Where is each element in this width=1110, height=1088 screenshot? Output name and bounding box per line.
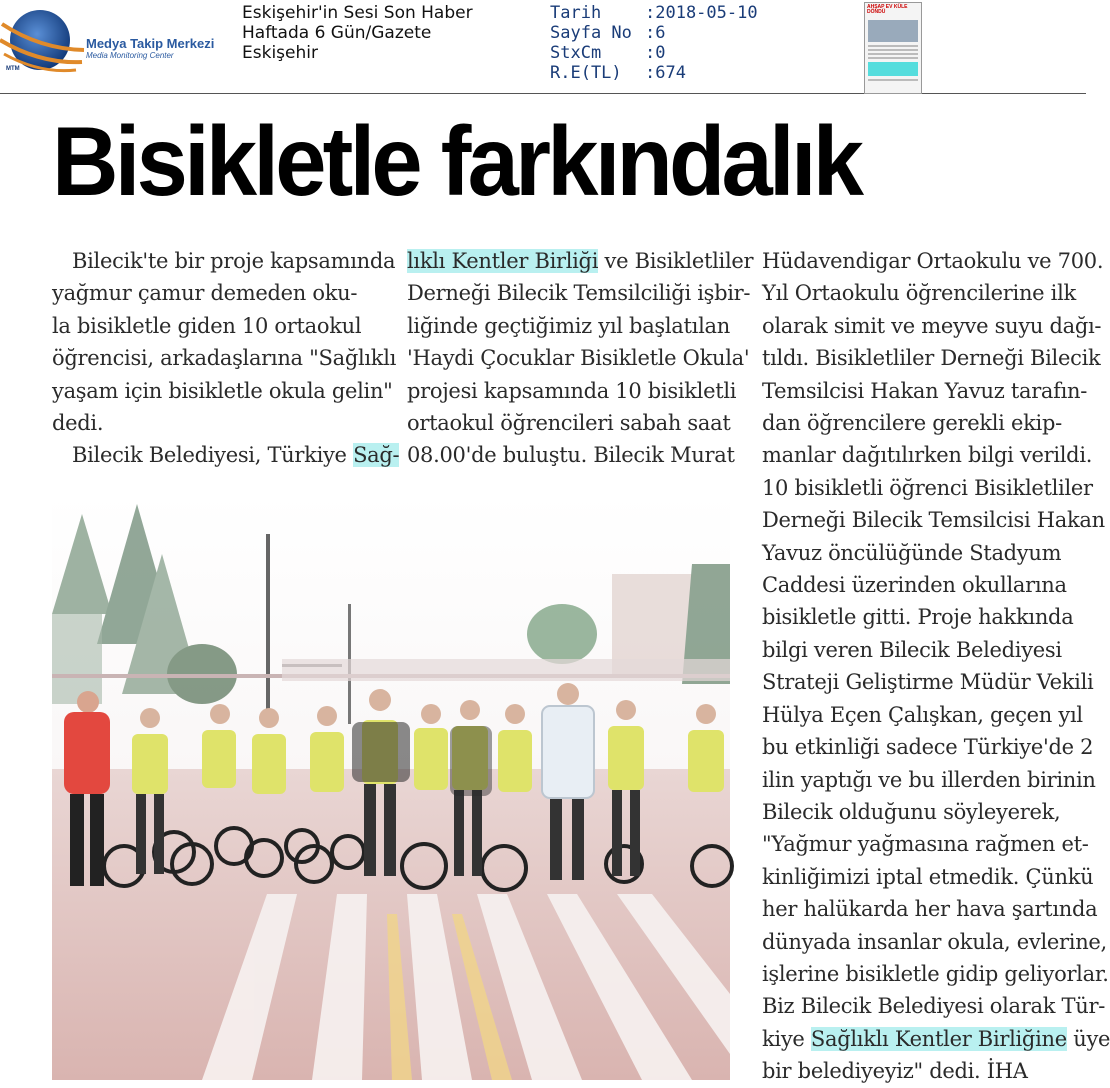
meta-value: :674 [645, 63, 686, 83]
cyclists-photo-illustration [52, 494, 730, 1080]
text-line: dünyada insanlar okula, evlerine, [762, 929, 1107, 954]
page-thumbnail[interactable] [864, 2, 922, 94]
text-line: bir belediyeyiz" dedi. İHA [762, 1059, 1028, 1084]
text-line: tıldı. Bisikletliler Derneği Bilecik [762, 346, 1101, 371]
text-line [762, 1023, 1110, 1055]
meta-key: StxCm [550, 43, 602, 63]
mtm-logo [0, 4, 240, 80]
text-line: manlar dağıtılırken bilgi verildi. [762, 443, 1093, 468]
thumbnail-line [868, 79, 918, 81]
text-line [407, 245, 754, 277]
meta-row-date [550, 3, 758, 23]
highlighted-term: lıklı Kentler Birliği [407, 249, 599, 273]
text-segment: üye [1066, 1026, 1110, 1051]
text-line: bisikletle gitti. Proje hakkında [762, 605, 1074, 630]
text-line: Temsilcisi Hakan Yavuz tarafın- [762, 378, 1088, 403]
text-line: Derneği Bilecik Temsilciliği işbir- [407, 281, 751, 306]
meta-value: :6 [645, 23, 666, 43]
logo-subtitle: Media Monitoring Center [86, 51, 174, 60]
thumbnail-highlight [868, 62, 918, 76]
text-line: 08.00'de buluştu. Bilecik Murat [407, 443, 735, 468]
text-line: 'Haydi Çocuklar Bisikletle Okula' [407, 346, 750, 371]
article-column-3 [762, 245, 1110, 1088]
text-line: la bisikletle giden 10 ortaokul [52, 313, 362, 338]
text-line [52, 439, 400, 471]
text-line: Hülya Eçen Çalışkan, geçen yıl [762, 702, 1083, 727]
article-headline: Bisikletle farkındalık [52, 106, 861, 216]
text-line: yaşam için bisikletle okula gelin" [52, 378, 393, 403]
text-line: Hüdavendigar Ortaokulu ve 700. [762, 249, 1104, 273]
text-line: Bilecik olduğunu söyleyerek, [762, 799, 1061, 824]
meta-row-page [550, 23, 758, 43]
thumbnail-line [868, 53, 918, 55]
meta-value: :2018-05-10 [645, 3, 758, 23]
meta-key: R.E(TL) [550, 63, 622, 83]
thumbnail-line [868, 49, 918, 51]
clipping-header [0, 0, 1086, 94]
logo-abbr: MTM [6, 66, 20, 72]
source-name: Eskişehir'in Sesi Son Haber [242, 3, 473, 23]
text-line: projesi kapsamında 10 bisikletli [407, 378, 737, 403]
text-segment: ve Bisikletliler [598, 249, 754, 273]
thumbnail-line [868, 57, 918, 59]
highlighted-term: Sağlıklı Kentler Birliğine [810, 1026, 1067, 1051]
meta-key: Sayfa No [550, 23, 632, 43]
source-city: Eskişehir [242, 43, 318, 63]
highlighted-term: Sağ- [353, 443, 400, 468]
text-line: Yıl Ortaokulu öğrencilerine ilk [762, 281, 1076, 306]
text-line: dedi. [52, 411, 104, 436]
text-line: bu etkinliği sadece Türkiye'de 2 [762, 735, 1094, 760]
text-line: Biz Bilecik Belediyesi olarak Tür- [762, 994, 1105, 1019]
text-line: öğrencisi, arkadaşlarına "Sağlıklı [52, 346, 397, 371]
meta-row-value [550, 63, 758, 83]
text-line: "Yağmur yağmasına rağmen et- [762, 832, 1089, 857]
article-column-1 [52, 245, 400, 472]
thumbnail-headline: AHŞAP EV KÜLE DÖNDÜ [867, 4, 908, 15]
source-info [242, 3, 473, 63]
thumbnail-line [868, 45, 918, 47]
text-line: ortaokul öğrencileri sabah saat [407, 411, 731, 436]
meta-value: :0 [645, 43, 666, 63]
meta-row-stxcm [550, 43, 758, 63]
text-line: 10 bisikletli öğrenci Bisikletliler [762, 475, 1093, 500]
text-line: Caddesi üzerinden okullarına [762, 573, 1067, 598]
text-line: olarak simit ve meyve suyu dağı- [762, 313, 1102, 338]
article-photo [52, 494, 730, 1080]
logo-brand: Medya Takip Merkezi [86, 36, 215, 51]
text-line: liğinde geçtiğimiz yıl başlatılan [407, 313, 730, 338]
text-line: işlerine bisikletle gidip geliyorlar. [762, 961, 1109, 986]
clipping-meta [550, 3, 758, 83]
text-line: kinliğimizi iptal etmedik. Çünkü [762, 864, 1094, 889]
text-line: bilgi veren Bilecik Belediyesi [762, 637, 1062, 662]
text-segment: kiye [762, 1026, 811, 1051]
thumbnail-image [868, 20, 918, 42]
text-line: Bilecik'te bir proje kapsamında [72, 249, 396, 273]
source-frequency: Haftada 6 Gün/Gazete [242, 23, 432, 43]
text-line: dan öğrencilere gerekli ekip- [762, 411, 1062, 436]
text-line: yağmur çamur demeden oku- [52, 281, 358, 306]
text-segment: Bilecik Belediyesi, Türkiye [72, 443, 354, 468]
text-line: her halükarda her hava şartında [762, 897, 1098, 922]
article-column-2 [407, 245, 754, 472]
text-line: Yavuz öncülüğünde Stadyum [762, 540, 1062, 565]
meta-key: Tarih [550, 3, 602, 23]
text-line: ilin yaptığı ve bu illerden birinin [762, 767, 1096, 792]
text-line: Strateji Geliştirme Müdür Vekili [762, 670, 1094, 695]
text-line: Derneği Bilecik Temsilcisi Hakan [762, 508, 1105, 533]
